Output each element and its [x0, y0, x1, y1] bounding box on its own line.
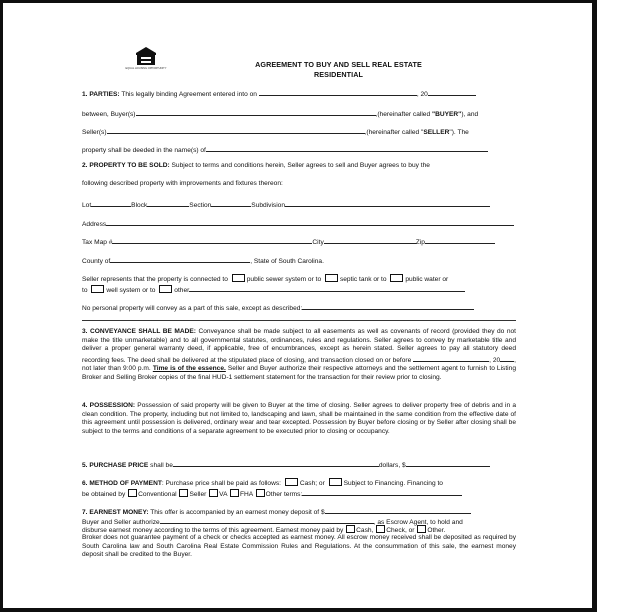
price-words-field[interactable]: [173, 459, 379, 467]
deeded-label: property shall be deeded in the name(s) of: [82, 147, 206, 154]
logo-caption: EQUAL HOUSING OPPORTUNITY: [125, 67, 167, 70]
conveyance-label: 3. CONVEYANCE SHALL BE MADE:: [82, 328, 196, 335]
conveyance-paragraph: 3. CONVEYANCE SHALL BE MADE: Conveyance shall be made subject to all easements as well as covenants of record (provided they do not make the title unmarketable) and to all governmental statutes, ordinances, rules and regulations. Seller agrees to convey by marketable title and deliver a proper general warranty deed, if applicable, free of encumbrances, except as herein stated. Seller agrees to pay all statutory deed recording fees. The deed shall be delivered at the stipulated place of closing, and transaction closed on or before , 20 , not later than 9:00 p.m. Time is of the essence. Seller and Buyer authorize their respective attorneys and the settlement agent to furnish to Listing Broker and Selling Broker copies of the final HUD-1 settlement statement for the transaction for their review prior to closing.: [82, 328, 517, 381]
document-title: AGREEMENT TO BUY AND SELL REAL ESTATE: [255, 60, 422, 69]
property-line: 2. PROPERTY TO BE SOLD: Subject to terms and conditions herein, Seller agrees to sell and Buyer agrees to buy the: [82, 162, 430, 169]
earnest-paid-line: disburse earnest money according to the terms of this agreement. Earnest money paid by Cash, Check, or Other.: [82, 527, 446, 534]
va-checkbox[interactable]: [209, 489, 218, 497]
buyer-name-field[interactable]: [136, 108, 376, 116]
other-terms-field[interactable]: [302, 488, 462, 496]
seller-label: Seller(s): [82, 129, 107, 136]
septic-checkbox[interactable]: [325, 274, 338, 282]
fha-checkbox[interactable]: [230, 489, 239, 497]
lot-line: Lot Block Section Subdivision: [82, 199, 518, 210]
agreement-date-field[interactable]: [259, 88, 417, 96]
cash-checkbox[interactable]: [285, 478, 298, 486]
earnest-check-checkbox[interactable]: [376, 525, 385, 533]
price-line: 5. PURCHASE PRICE shall be dollars, $: [82, 459, 518, 470]
zip-field[interactable]: [425, 236, 495, 244]
earnest-amount-field[interactable]: [325, 506, 471, 514]
parties-label: 1. PARTIES:: [82, 91, 120, 98]
seller-line: Seller(s) ,(hereinafter called "SELLER"). The: [82, 126, 518, 137]
escrow-agent-field[interactable]: [160, 516, 374, 524]
price-amount-field[interactable]: [406, 459, 490, 467]
personal-property-field[interactable]: [302, 302, 474, 310]
document-subtitle: RESIDENTIAL: [313, 70, 364, 79]
buyer-line: between, Buyer(s) ,(hereinafter called "BUYER"), and: [82, 108, 518, 119]
subdivision-field[interactable]: [285, 199, 490, 207]
connected-line: Seller represents that the property is connected to public sewer system or to septic tank or to public water or: [82, 276, 449, 283]
deeded-line: [82, 144, 518, 155]
county-line: County of , State of South Carolina.: [82, 255, 518, 266]
lot-field[interactable]: [91, 199, 131, 207]
sewer-checkbox[interactable]: [232, 274, 245, 282]
property-label: 2. PROPERTY TO BE SOLD:: [82, 162, 170, 169]
parties-line: 1. PARTIES: This legally binding Agreement entered into on , 20: [82, 88, 518, 99]
property-line-2: following described property with improvements and fixtures thereon:: [82, 180, 283, 187]
divider-line: [82, 320, 516, 321]
possession-label: 4. POSSESSION:: [82, 402, 136, 409]
time-essence: Time is of the essence.: [152, 365, 226, 373]
year-field[interactable]: [428, 88, 476, 96]
public-water-checkbox[interactable]: [390, 274, 403, 282]
buyer-label: between, Buyer(s): [82, 111, 136, 118]
payment-label: 6. METHOD OF PAYMENT: [82, 480, 162, 487]
personal-property-line: No personal property will convey as a part of this sale, except as described:: [82, 302, 518, 313]
financing-line: be obtained by Conventional Seller VA FHA Other terms:: [82, 488, 518, 499]
well-line: to well system or to other: [82, 284, 518, 295]
closing-year-field[interactable]: [500, 354, 514, 362]
other-terms-checkbox[interactable]: [256, 489, 265, 497]
taxmap-field[interactable]: [112, 236, 312, 244]
taxmap-line: Tax Map # City Zip: [82, 236, 518, 247]
earnest-cash-checkbox[interactable]: [346, 525, 355, 533]
price-label: 5. PURCHASE PRICE: [82, 462, 149, 469]
well-checkbox[interactable]: [91, 285, 104, 293]
possession-paragraph: 4. POSSESSION: Possession of said property will be given to Buyer at the time of closing. Seller agrees to deliver property free of debris and in a clean condition. The property, including but not limited to, landscaping and lawn, shall be maintained in the same condition from the effective date of this agreement until possession is delivered, ordinary wear and tear excepted. Possession by Buyer before closing or by Seller after closing shall be subject to the terms and conditions of a separate agreement to be executed prior to closing or occupancy.: [82, 402, 516, 435]
block-field[interactable]: [147, 199, 189, 207]
earnest-line: 7. EARNEST MONEY: This offer is accompanied by an earnest money deposit of $: [82, 506, 518, 517]
payment-line: 6. METHOD OF PAYMENT: Purchase price shall be paid as follows: Cash; or Subject to Financing. Financing to: [82, 480, 443, 487]
year-prefix: 20: [420, 91, 428, 98]
parties-text: This legally binding Agreement entered into on: [119, 91, 257, 98]
conventional-checkbox[interactable]: [128, 489, 137, 497]
deeded-name-field[interactable]: [206, 144, 488, 152]
seller-checkbox[interactable]: [179, 489, 188, 497]
seller-name-field[interactable]: [107, 126, 365, 134]
address-line: Address: [82, 218, 518, 229]
county-field[interactable]: [110, 255, 250, 263]
section-field[interactable]: [211, 199, 251, 207]
other-utility-checkbox[interactable]: [159, 285, 172, 293]
closing-date-field[interactable]: [413, 354, 489, 362]
escrow-line: Buyer and Seller authorize , as Escrow Agent, to hold and: [82, 516, 518, 527]
earnest-label: 7. EARNEST MONEY:: [82, 509, 149, 516]
financing-checkbox[interactable]: [329, 478, 342, 486]
other-utility-field[interactable]: [189, 284, 465, 292]
city-field[interactable]: [324, 236, 416, 244]
earnest-other-checkbox[interactable]: [417, 525, 426, 533]
earnest-paragraph: Broker does not guarantee payment of a check or checks accepted as earnest money. All escrow money received shall be deposited as required by South Carolina law and South Carolina Real Estate Commission Rules and Regulations. At the consummation of this sale, the earnest money deposit shall be credited to the Buyer.: [82, 534, 516, 559]
address-field[interactable]: [106, 218, 514, 226]
